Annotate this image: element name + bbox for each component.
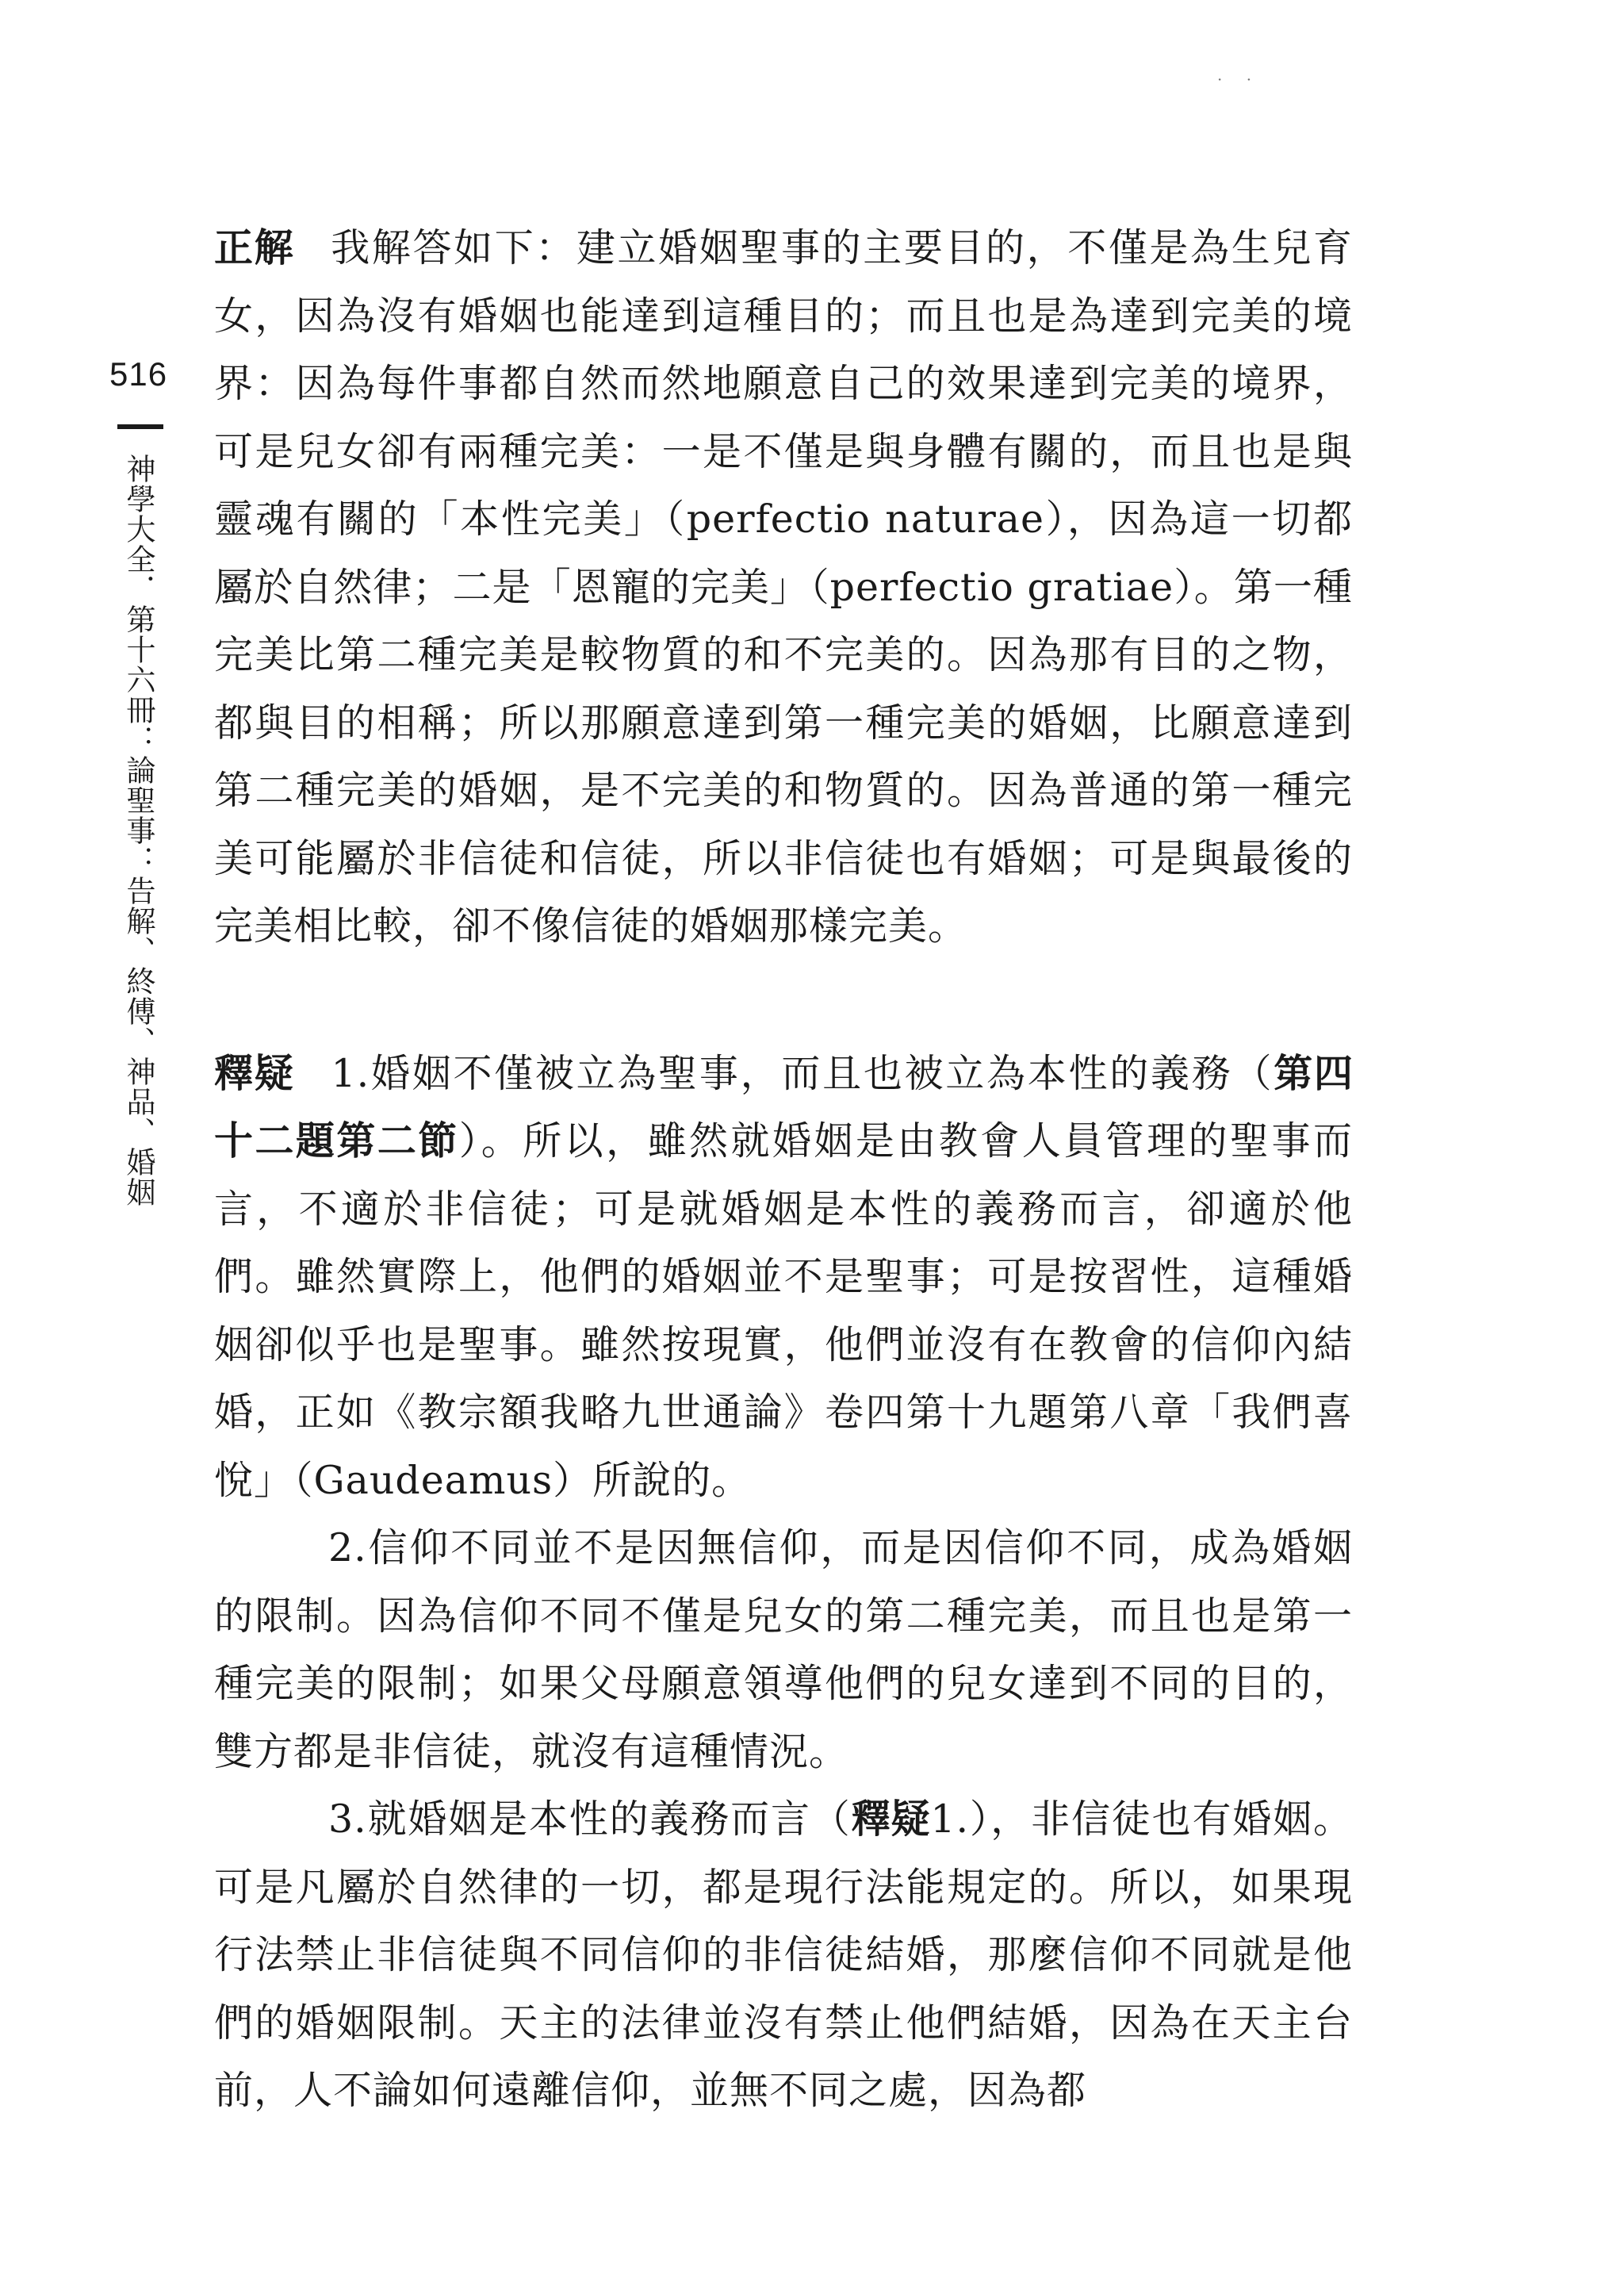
answer-text: 我解答如下：建立婚姻聖事的主要目的，不僅是為生兒育女，因為沒有婚姻也能達到這種目的；而且也是為達到完美的境界：因為每件事都自然而然地願意自己的效果達到完美的境界，可是兒女卻有兩種完美：一是不僅是與身體有關的，而且也是與靈魂有關的「本性完美」（perfectio naturae），因為這一切都屬於自然律；二是「恩寵的完美」（perfectio gratiae）。第一種完美比第二種完美是較物質的和不完美的。因為那有目的之物，都與目的相稱；所以那願意達到第一種完美的婚姻，比願意達到第二種完美的婚姻，是不完美的和物質的。因為普通的第一種完美可能屬於非信徒和信徒，所以非信徒也有婚姻；可是與最後的完美相比較，卻不像信徒的婚姻那樣完美。 bbox=[214, 225, 1353, 949]
reply-1-lead: 1.婚姻不僅被立為聖事，而且也被立為本性的義務（ bbox=[331, 1050, 1274, 1096]
objection-reply-1 bbox=[214, 1040, 1353, 1515]
objection-reply-3 bbox=[214, 1785, 1353, 2125]
page-number: 516 bbox=[109, 355, 168, 393]
reply-3-reference: 釋疑 bbox=[851, 1796, 931, 1842]
reply-1-text: ）。所以，雖然就婚姻是由教會人員管理的聖事而言，不適於非信徒；可是就婚姻是本性的義務而言，卻適於他們。雖然實際上，他們的婚姻並不是聖事；可是按習性，這種婚姻卻似乎也是聖事。雖然按現實，他們並沒有在教會的信仰內結婚，正如《教宗額我略九世通論》卷四第十九題第八章「我們喜悅」（Gaudeamus）所說的。 bbox=[214, 1118, 1353, 1503]
answer-label: 正解 bbox=[214, 225, 295, 270]
reply-1-reference: 第四十二題第二節 bbox=[214, 1050, 1353, 1164]
reply-3-text: ），非信徒也有婚姻。可是凡屬於自然律的一切，都是現行法能規定的。所以，如果現行法禁止非信徒與不同信仰的非信徒結婚，那麼信仰不同就是他們的婚姻限制。天主的法律並沒有禁止他們結婚，因為在天主台前，人不論如何遠離信仰，並無不同之處，因為都 bbox=[214, 1796, 1353, 2113]
objections-label: 釋疑 bbox=[214, 1050, 295, 1096]
objection-reply-2 bbox=[214, 1514, 1353, 1785]
scan-speck: · · bbox=[1217, 70, 1262, 89]
running-head: 神學大全．第十六冊：論聖事：告解、終傅、神品、婚姻 bbox=[121, 454, 155, 1207]
answer-paragraph bbox=[214, 214, 1353, 961]
reply-3-lead: 3.就婚姻是本性的義務而言（ bbox=[328, 1796, 852, 1842]
main-text bbox=[214, 214, 1353, 2125]
page-number-rule bbox=[117, 424, 163, 429]
reply-2-text: 2.信仰不同並不是因無信仰，而是因信仰不同，成為婚姻的限制。因為信仰不同不僅是兒女的第二種完美，而且也是第一種完美的限制；如果父母願意領導他們的兒女達到不同的目的，雙方都是非信徒，就沒有這種情況。 bbox=[214, 1525, 1353, 1774]
reply-3-reference-number: 1. bbox=[930, 1796, 970, 1842]
